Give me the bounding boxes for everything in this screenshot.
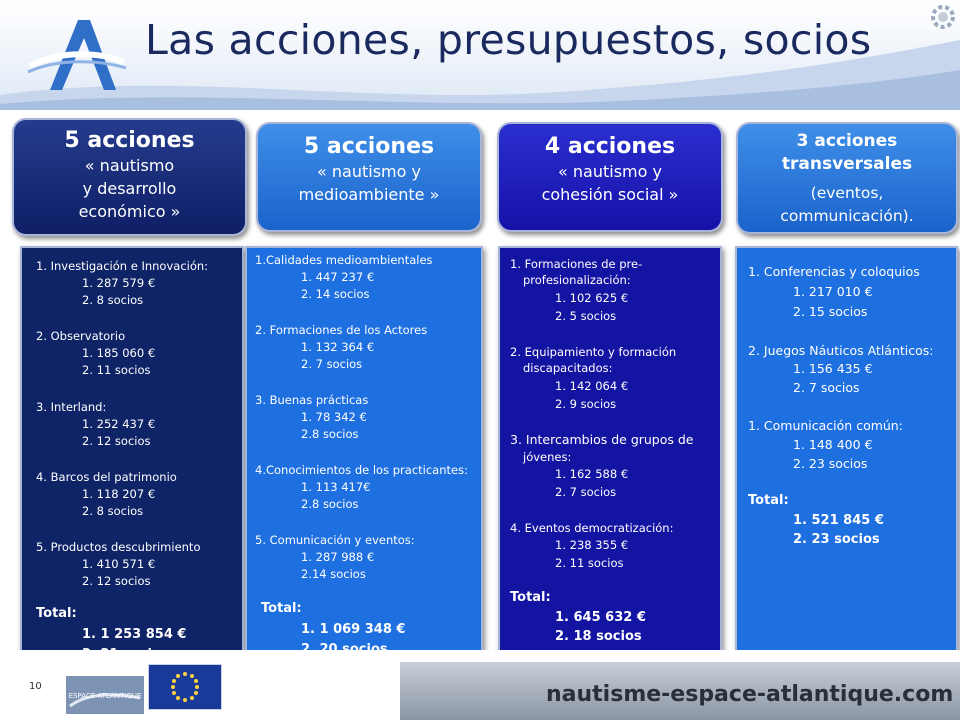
total-label: Total: [510, 590, 551, 605]
budget-value: 1. 238 355 € [555, 538, 629, 552]
action-item-cont: discapacitados: [523, 361, 613, 375]
partners-count: 2. 14 socios [301, 287, 370, 301]
panel-line: « nautismo [84, 156, 175, 175]
action-item: 5. Comunicación y eventos: [255, 533, 415, 547]
panel-line: communicación). [780, 207, 914, 225]
panel-heading: 4 acciones [544, 134, 676, 159]
panel-medioambiente [256, 122, 482, 232]
budget-value: 1. 142 064 € [555, 379, 629, 393]
panel-desarrollo-economico [12, 118, 247, 236]
action-item: 4.Conocimientos de los practicantes: [255, 463, 468, 477]
total-label: Total: [261, 601, 302, 616]
column-cohesion-social [498, 246, 722, 666]
action-item-cont: profesionalización: [523, 273, 631, 287]
gear-icon [928, 2, 958, 32]
budget-value: 1. 132 364 € [301, 340, 375, 354]
column-transversales [735, 246, 958, 666]
panel-line: « nautismo y [317, 162, 421, 181]
partners-count: 2. 11 socios [555, 556, 624, 570]
action-item: 5. Productos descubrimiento [36, 540, 201, 554]
action-item: 2. Equipamiento y formación [510, 345, 677, 359]
budget-value: 1. 102 625 € [555, 291, 629, 305]
panel-transversales [736, 122, 958, 234]
page-number: 10 [29, 681, 42, 692]
panel-heading: 3 acciones [796, 131, 898, 151]
partners-count: 2.8 socios [301, 497, 359, 511]
action-item: 3. Buenas prácticas [255, 393, 369, 407]
atlantique-logo-icon [20, 8, 130, 98]
budget-value: 1. 185 060 € [82, 346, 156, 360]
total-partners: 2. 18 socios [555, 629, 642, 644]
action-item: 4. Eventos democratización: [510, 521, 674, 535]
total-budget: 1. 1 069 348 € [301, 622, 406, 637]
partners-count: 2.8 socios [301, 427, 359, 441]
action-item: 4. Barcos del patrimonio [36, 470, 177, 484]
column-desarrollo-economico [20, 246, 244, 666]
partners-count: 2. 8 socios [82, 504, 144, 518]
panel-cohesion-social [497, 122, 723, 232]
page-title: Las acciones, presupuestos, socios [145, 16, 872, 64]
action-item: 3. Intercambios de grupos de [510, 432, 694, 447]
total-budget: 1. 1 253 854 € [82, 627, 187, 642]
partners-count: 2. 23 socios [793, 456, 868, 471]
logo-text: ESPACE ATLANTIQUE [68, 692, 142, 700]
partners-count: 2. 12 socios [82, 434, 151, 448]
budget-value: 1. 162 588 € [555, 467, 629, 481]
total-label: Total: [748, 493, 789, 508]
budget-value: 1. 148 400 € [793, 437, 873, 452]
panel-line: y desarrollo [82, 179, 177, 198]
panel-line: medioambiente » [298, 185, 440, 204]
budget-value: 1. 217 010 € [793, 284, 873, 299]
panel-line: (eventos, [810, 184, 884, 202]
partners-count: 2.14 socios [301, 567, 366, 581]
panel-line: « nautismo y [558, 162, 662, 181]
budget-value: 1. 252 437 € [82, 417, 156, 431]
partners-count: 2. 9 socios [555, 397, 617, 411]
panel-heading: 5 acciones [303, 134, 435, 159]
budget-value: 1. 287 988 € [301, 550, 375, 564]
action-item-cont: jóvenes: [523, 450, 572, 464]
panel-heading: transversales [781, 154, 913, 174]
panel-line: económico » [78, 202, 181, 221]
action-item: 2. Juegos Náuticos Atlánticos: [748, 343, 934, 358]
eu-flag-icon [148, 664, 222, 710]
action-item: 1. Investigación e Innovación: [36, 259, 209, 273]
espace-atlantique-logo-icon [66, 676, 144, 714]
partners-count: 2. 12 socios [82, 574, 151, 588]
action-item: 2. Observatorio [36, 329, 126, 343]
header-banner [0, 0, 960, 110]
partners-count: 2. 8 socios [82, 293, 144, 307]
action-item: 1. Conferencias y coloquios [748, 264, 920, 279]
budget-value: 1. 410 571 € [82, 557, 156, 571]
action-item: 1. Comunicación común: [748, 418, 903, 433]
budget-value: 1. 118 207 € [82, 487, 156, 501]
partners-count: 2. 15 socios [793, 304, 868, 319]
budget-value: 1. 156 435 € [793, 361, 873, 376]
partners-count: 2. 7 socios [555, 485, 617, 499]
column-medioambiente [245, 246, 483, 666]
panel-heading: 5 acciones [64, 128, 195, 153]
website-url[interactable]: nautisme-espace-atlantique.com [546, 682, 954, 707]
total-partners: 2. 23 socios [793, 532, 880, 547]
budget-value: 1. 287 579 € [82, 276, 156, 290]
total-label: Total: [36, 606, 77, 621]
action-item: 1.Calidades medioambientales [255, 253, 433, 267]
action-item: 1. Formaciones de pre- [510, 257, 643, 271]
budget-value: 1. 113 417€ [301, 480, 371, 494]
partners-count: 2. 7 socios [301, 357, 363, 371]
budget-value: 1. 78 342 € [301, 410, 367, 424]
budget-value: 1. 447 237 € [301, 270, 375, 284]
action-item: 3. Interland: [36, 400, 107, 414]
action-item: 2. Formaciones de los Actores [255, 323, 428, 337]
total-budget: 1. 521 845 € [793, 513, 884, 528]
partners-count: 2. 11 socios [82, 363, 151, 377]
partners-count: 2. 7 socios [793, 380, 860, 395]
panel-line: cohesión social » [541, 185, 679, 204]
total-budget: 1. 645 632 € [555, 610, 646, 625]
partners-count: 2. 5 socios [555, 309, 617, 323]
